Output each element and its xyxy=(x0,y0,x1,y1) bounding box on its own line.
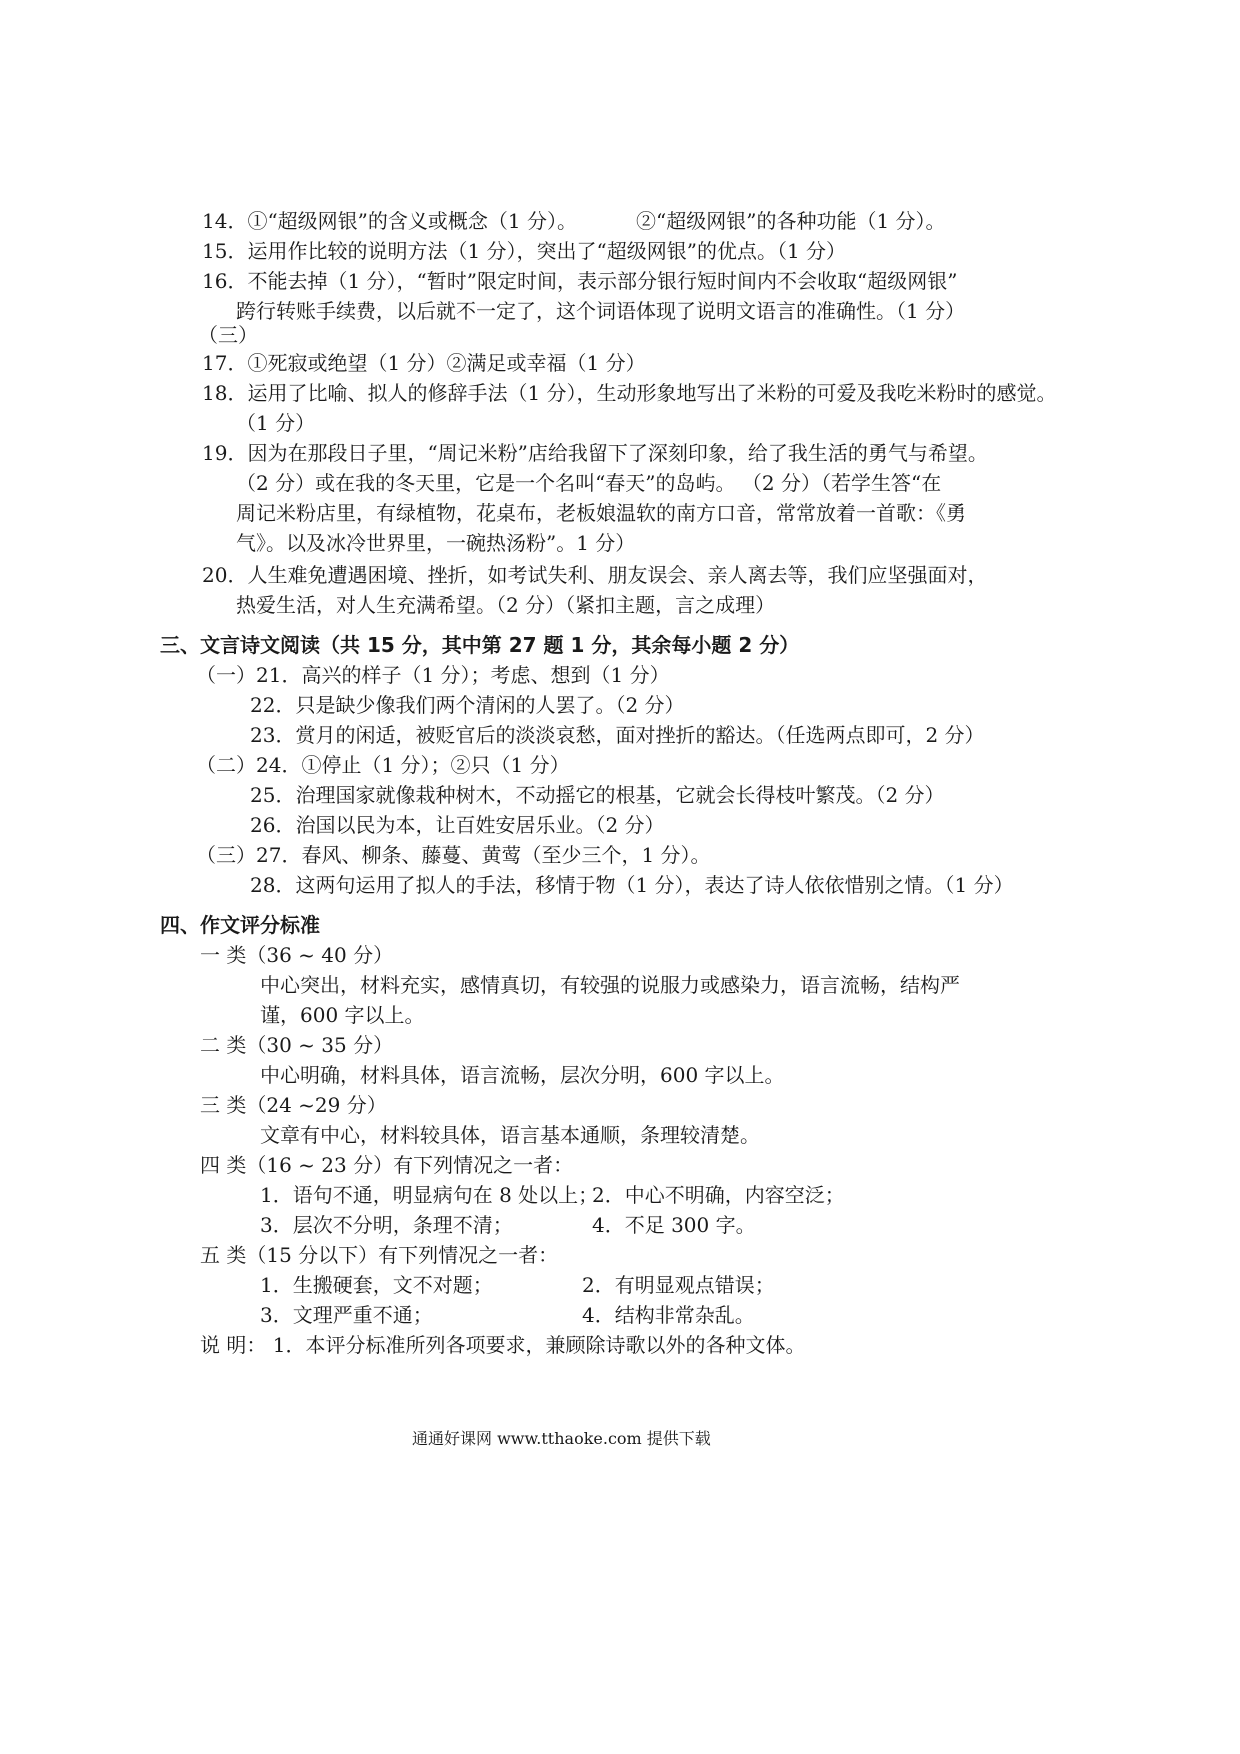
category-1-title: 一 类（36 ~ 40 分） xyxy=(200,943,394,967)
category-5-item-1: 1．生搬硬套，文不对题； xyxy=(260,1273,493,1297)
answer-20-line1: 20．人生难免遭遇困境、挫折，如考试失利、朋友误会、亲人离去等，我们应坚强面对， xyxy=(202,563,988,587)
answer-16-line1: 16．不能去掉（1 分），“暂时”限定时间，表示部分银行短时间内不会收取“超级网银” xyxy=(202,269,958,293)
category-5-item-3: 3．文理严重不通； xyxy=(260,1303,433,1327)
category-4-item-4: 4．不足 300 字。 xyxy=(592,1213,756,1237)
section-4-heading: 四、作文评分标准 xyxy=(160,913,320,937)
category-3-title: 三 类（24 ~29 分） xyxy=(200,1093,387,1117)
answer-16-line2: 跨行转账手续费，以后就不一定了，这个词语体现了说明文语言的准确性。（1 分） xyxy=(236,299,966,323)
answer-15: 15．运用作比较的说明方法（1 分），突出了“超级网银”的优点。（1 分） xyxy=(202,239,847,263)
answer-25: 25．治理国家就像栽种树木，不动摇它的根基，它就会长得枝叶繁茂。（2 分） xyxy=(250,783,945,807)
category-4-item-3: 3．层次不分明，条理不清； xyxy=(260,1213,513,1237)
answer-14a: 14．①“超级网银”的含义或概念（1 分）。 xyxy=(202,209,577,233)
category-5-title: 五 类（15 分以下）有下列情况之一者： xyxy=(200,1243,559,1267)
category-4-item-2: 2．中心不明确，内容空泛； xyxy=(592,1183,845,1207)
answer-18-line2: （1 分） xyxy=(236,411,316,435)
category-5-item-4: 4．结构非常杂乱。 xyxy=(582,1303,755,1327)
answer-26: 26．治国以民为本，让百姓安居乐业。（2 分） xyxy=(250,813,665,837)
scoring-note: 说 明： 1．本评分标准所列各项要求，兼顾除诗歌以外的各种文体。 xyxy=(200,1333,806,1357)
section-3-heading: 三、文言诗文阅读（共 15 分，其中第 27 题 1 分，其余每小题 2 分） xyxy=(160,633,800,657)
answer-28: 28．这两句运用了拟人的手法，移情于物（1 分），表达了诗人依依惜别之情。（1 分） xyxy=(250,873,1014,897)
category-3-desc: 文章有中心，材料较具体，语言基本通顺，条理较清楚。 xyxy=(260,1123,760,1147)
category-4-item-1: 1．语句不通，明显病句在 8 处以上； xyxy=(260,1183,599,1207)
answer-24: （二）24．①停止（1 分）；②只（1 分） xyxy=(196,753,570,777)
category-5-item-2: 2．有明显观点错误； xyxy=(582,1273,775,1297)
answer-19-line1: 19．因为在那段日子里，“周记米粉”店给我留下了深刻印象，给了我生活的勇气与希望。 xyxy=(202,441,988,465)
answer-19-line2: （2 分）或在我的冬天里，它是一个名叫“春天”的岛屿。 （2 分）（若学生答“在 xyxy=(236,471,942,495)
category-2-desc: 中心明确，材料具体，语言流畅，层次分明，600 字以上。 xyxy=(260,1063,785,1087)
category-2-title: 二 类（30 ~ 35 分） xyxy=(200,1033,394,1057)
answer-14b: ②“超级网银”的各种功能（1 分）。 xyxy=(636,209,946,233)
category-1-desc-line1: 中心突出，材料充实，感情真切，有较强的说服力或感染力，语言流畅，结构严 xyxy=(260,973,960,997)
answer-21: （一）21．高兴的样子（1 分）；考虑、想到（1 分） xyxy=(196,663,670,687)
page-footer: 通通好课网 www.tthaoke.com 提供下载 xyxy=(412,1429,711,1448)
answer-17: 17．①死寂或绝望（1 分）②满足或幸福（1 分） xyxy=(202,351,646,375)
answer-18-line1: 18．运用了比喻、拟人的修辞手法（1 分），生动形象地写出了米粉的可爱及我吃米粉时的感觉。 xyxy=(202,381,1057,405)
answer-27: （三）27．春风、柳条、藤蔓、黄莺（至少三个，1 分）。 xyxy=(196,843,711,867)
answer-19-line3: 周记米粉店里，有绿植物，花桌布，老板娘温软的南方口音，常常放着一首歌：《勇 xyxy=(236,501,966,525)
category-4-title: 四 类（16 ~ 23 分）有下列情况之一者： xyxy=(200,1153,574,1177)
answer-23: 23．赏月的闲适，被贬官后的淡淡哀愁，面对挫折的豁达。（任选两点即可，2 分） xyxy=(250,723,985,747)
subsection-3-label: （三） xyxy=(198,323,258,347)
answer-22: 22．只是缺少像我们两个清闲的人罢了。（2 分） xyxy=(250,693,685,717)
answer-19-line4: 气》。以及冰冷世界里，一碗热汤粉”。1 分） xyxy=(236,531,636,555)
category-1-desc-line2: 谨，600 字以上。 xyxy=(260,1003,425,1027)
answer-20-line2: 热爱生活，对人生充满希望。（2 分）（紧扣主题，言之成理） xyxy=(236,593,776,617)
